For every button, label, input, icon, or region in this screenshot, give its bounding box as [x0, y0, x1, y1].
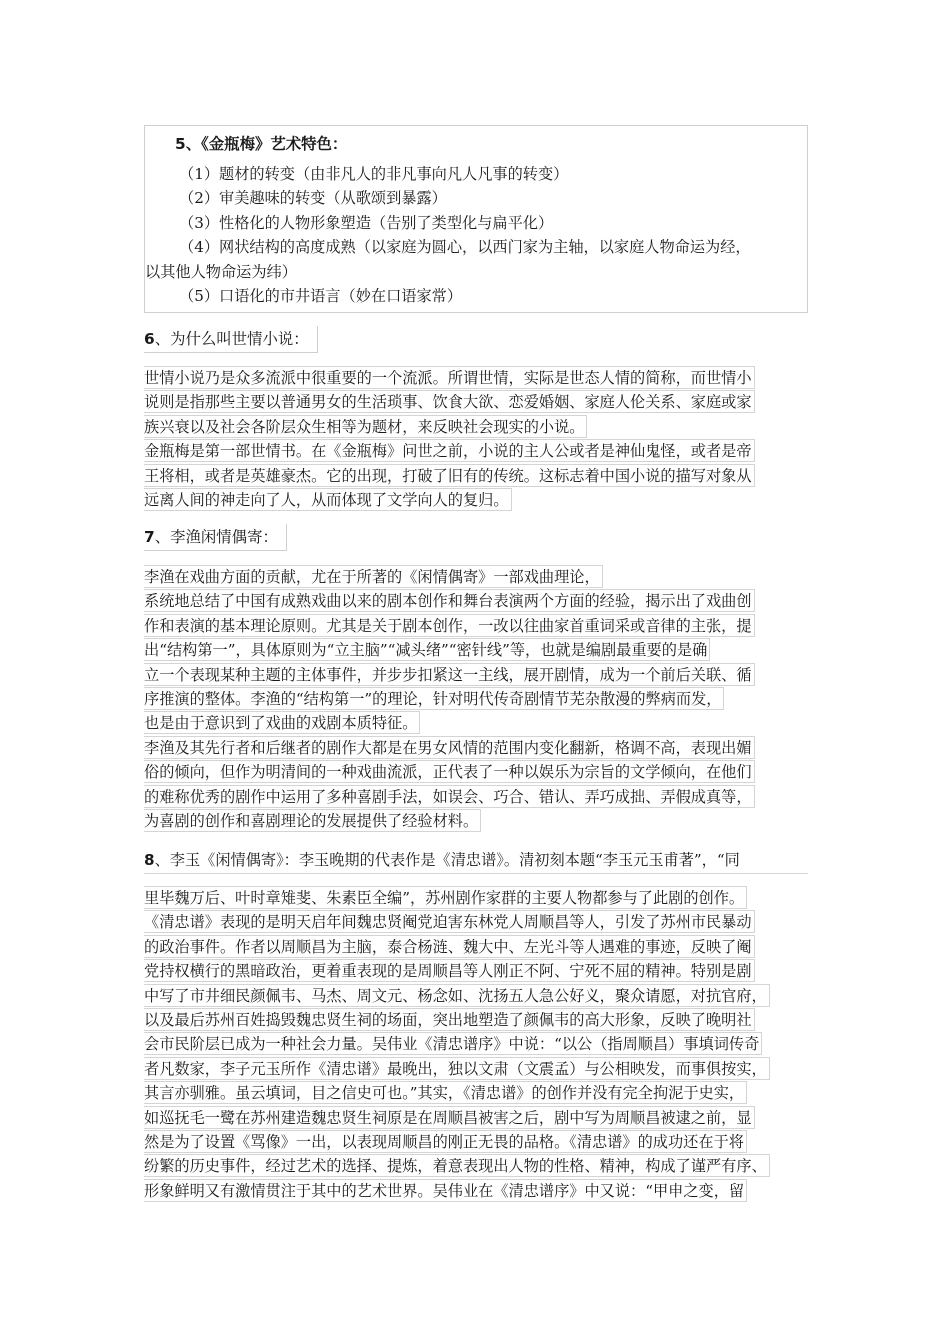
- section-7-title: 、李渔闲情偶寄：: [154, 528, 278, 546]
- section-8-title: 、李玉《闲情偶寄》：李玉晚期的代表作是《清忠谱》。清初刻本题“李玉元玉甫著”，“同: [154, 851, 740, 869]
- text-line: 李渔在戏曲方面的贡献，尤在于所著的《闲情偶寄》一部戏曲理论，: [144, 565, 603, 588]
- text-line: 如巡抚毛一鹭在苏州建造魏忠贤生祠原是在周顺昌被害之后，剧中写为周顺昌被逮之前，显: [144, 1106, 755, 1129]
- text-line: 作和表演的基本理论原则。尤其是关于剧本创作，一改以往曲家首重词采或音律的主张，提: [144, 614, 755, 637]
- text-line: 中写了市井细民颜佩韦、马杰、周文元、杨念如、沈扬五人急公好义，聚众请愿，对抗官府，: [144, 984, 770, 1007]
- text-line: 出“结构第一”，具体原则为“立主脑”“减头绪”“密针线”等，也就是编剧最重要的是确: [144, 638, 710, 661]
- text-line: 序推演的整体。李渔的“结构第一”的理论，针对明代传奇剧情节芜杂散漫的弊病而发，: [144, 687, 724, 710]
- text-line: 也是由于意识到了戏曲的戏剧本质特征。: [144, 711, 420, 734]
- list-item: （5）口语化的市井语言（妙在口语家常）: [179, 286, 463, 305]
- text-line: 李渔及其先行者和后继者的剧作大都是在男女风情的范围内变化翻新，格调不高，表现出媚: [144, 736, 755, 759]
- text-line: 的难称优秀的剧作中运用了多种喜剧手法，如误会、巧合、错认、弄巧成拙、弄假成真等，: [144, 785, 755, 808]
- section-7-number: 7: [144, 528, 155, 546]
- text-line: 金瓶梅是第一部世情书。在《金瓶梅》问世之前，小说的主人公或者是神仙鬼怪，或者是帝: [144, 439, 755, 462]
- section-8-heading: [144, 847, 808, 874]
- text-line: 王将相，或者是英雄豪杰。它的出现，打破了旧有的传统。这标志着中国小说的描写对象从: [144, 464, 755, 487]
- section-5-box: [144, 125, 808, 313]
- text-line: 者凡数家，李子元玉所作《清忠谱》最晚出，独以文肃（文震孟）与公相映发，而事俱按实，: [144, 1057, 770, 1080]
- section-8-body: [144, 886, 808, 1203]
- text-line: 纷繁的历史事件，经过艺术的选择、提炼，着意表现出人物的性格、精神，构成了谨严有序、: [144, 1154, 770, 1177]
- section-6-number: 6: [144, 330, 155, 348]
- section-6-title: 、为什么叫世情小说：: [154, 330, 309, 348]
- section-7-body: [144, 565, 808, 833]
- list-item: （3）性格化的人物形象塑造（告别了类型化与扁平化）: [179, 213, 554, 232]
- text-line: 远离人间的神走向了人，从而体现了文学向人的复归。: [144, 488, 512, 511]
- section-6-heading: [144, 326, 318, 353]
- text-line: 说则是指那些主要以普通男女的生活琐事、饮食大欲、恋爱婚姻、家庭人伦关系、家庭或家: [144, 390, 755, 413]
- text-line: 会市民阶层已成为一种社会力量。吴伟业《清忠谱序》中说：“以公（指周顺昌）事填词传奇: [144, 1032, 762, 1055]
- text-line: 形象鲜明又有激情贯注于其中的艺术世界。吴伟业在《清忠谱序》中又说：“甲申之变，留: [144, 1179, 747, 1202]
- section-8-number: 8: [144, 851, 155, 869]
- text-line: 俗的倾向，但作为明清间的一种戏曲流派，正代表了一种以娱乐为宗旨的文学倾向，在他们: [144, 760, 755, 783]
- section-5-heading: 5、《金瓶梅》艺术特色：: [175, 135, 348, 153]
- text-line: 以及最后苏州百姓捣毁魏忠贤生祠的场面，突出地塑造了颜佩韦的高大形象，反映了晚明社: [144, 1008, 755, 1031]
- text-line: 族兴衰以及社会各阶层众生相等为题材，来反映社会现实的小说。: [144, 415, 587, 438]
- list-item: （4）网状结构的高度成熟（以家庭为圆心，以西门家为主轴，以家庭人物命运为经，: [179, 238, 751, 257]
- text-line: 系统地总结了中国有成熟戏曲以来的剧本创作和舞台表演两个方面的经验，揭示出了戏曲创: [144, 589, 755, 612]
- section-6-body: [144, 366, 808, 512]
- text-line: 的政治事件。作者以周顺昌为主脑，泰合杨涟、魏大中、左光斗等人遇难的事迹，反映了阉: [144, 935, 755, 958]
- text-line: 为喜剧的创作和喜剧理论的发展提供了经验材料。: [144, 809, 481, 832]
- text-line: 《清忠谱》表现的是明天启年间魏忠贤阉党迫害东林党人周顺昌等人，引发了苏州市民暴动: [144, 910, 755, 933]
- list-item: （2）审美趣味的转变（从歌颂到暴露）: [179, 189, 447, 208]
- text-line: 其言亦驯雅。虽云填词，目之信史可也。”其实，《清忠谱》的创作并没有完全拘泥于史实，: [144, 1081, 747, 1104]
- text-line: 世情小说乃是众多流派中很重要的一个流派。所谓世情，实际是世态人情的简称，而世情小: [144, 366, 755, 389]
- section-7-heading: [144, 524, 287, 551]
- list-item: 以其他人物命运为纬）: [145, 262, 297, 281]
- text-line: 然是为了设置《骂像》一出，以表现周顺昌的刚正无畏的品格。《清忠谱》的成功还在于将: [144, 1130, 747, 1153]
- text-line: 立一个表现某种主题的主体事件，并步步扣紧这一主线，展开剧情，成为一个前后关联、循: [144, 663, 755, 686]
- list-item: （1）题材的转变（由非凡人的非凡事向凡人凡事的转变）: [179, 165, 569, 183]
- text-line: 党持权横行的黑暗政治，更着重表现的是周顺昌等人刚正不阿、宁死不屈的精神。特别是剧: [144, 959, 755, 982]
- text-line: 里毕魏万后、叶时章雉斐、朱素臣全编”，苏州剧作家群的主要人物都参与了此剧的创作。: [144, 886, 747, 909]
